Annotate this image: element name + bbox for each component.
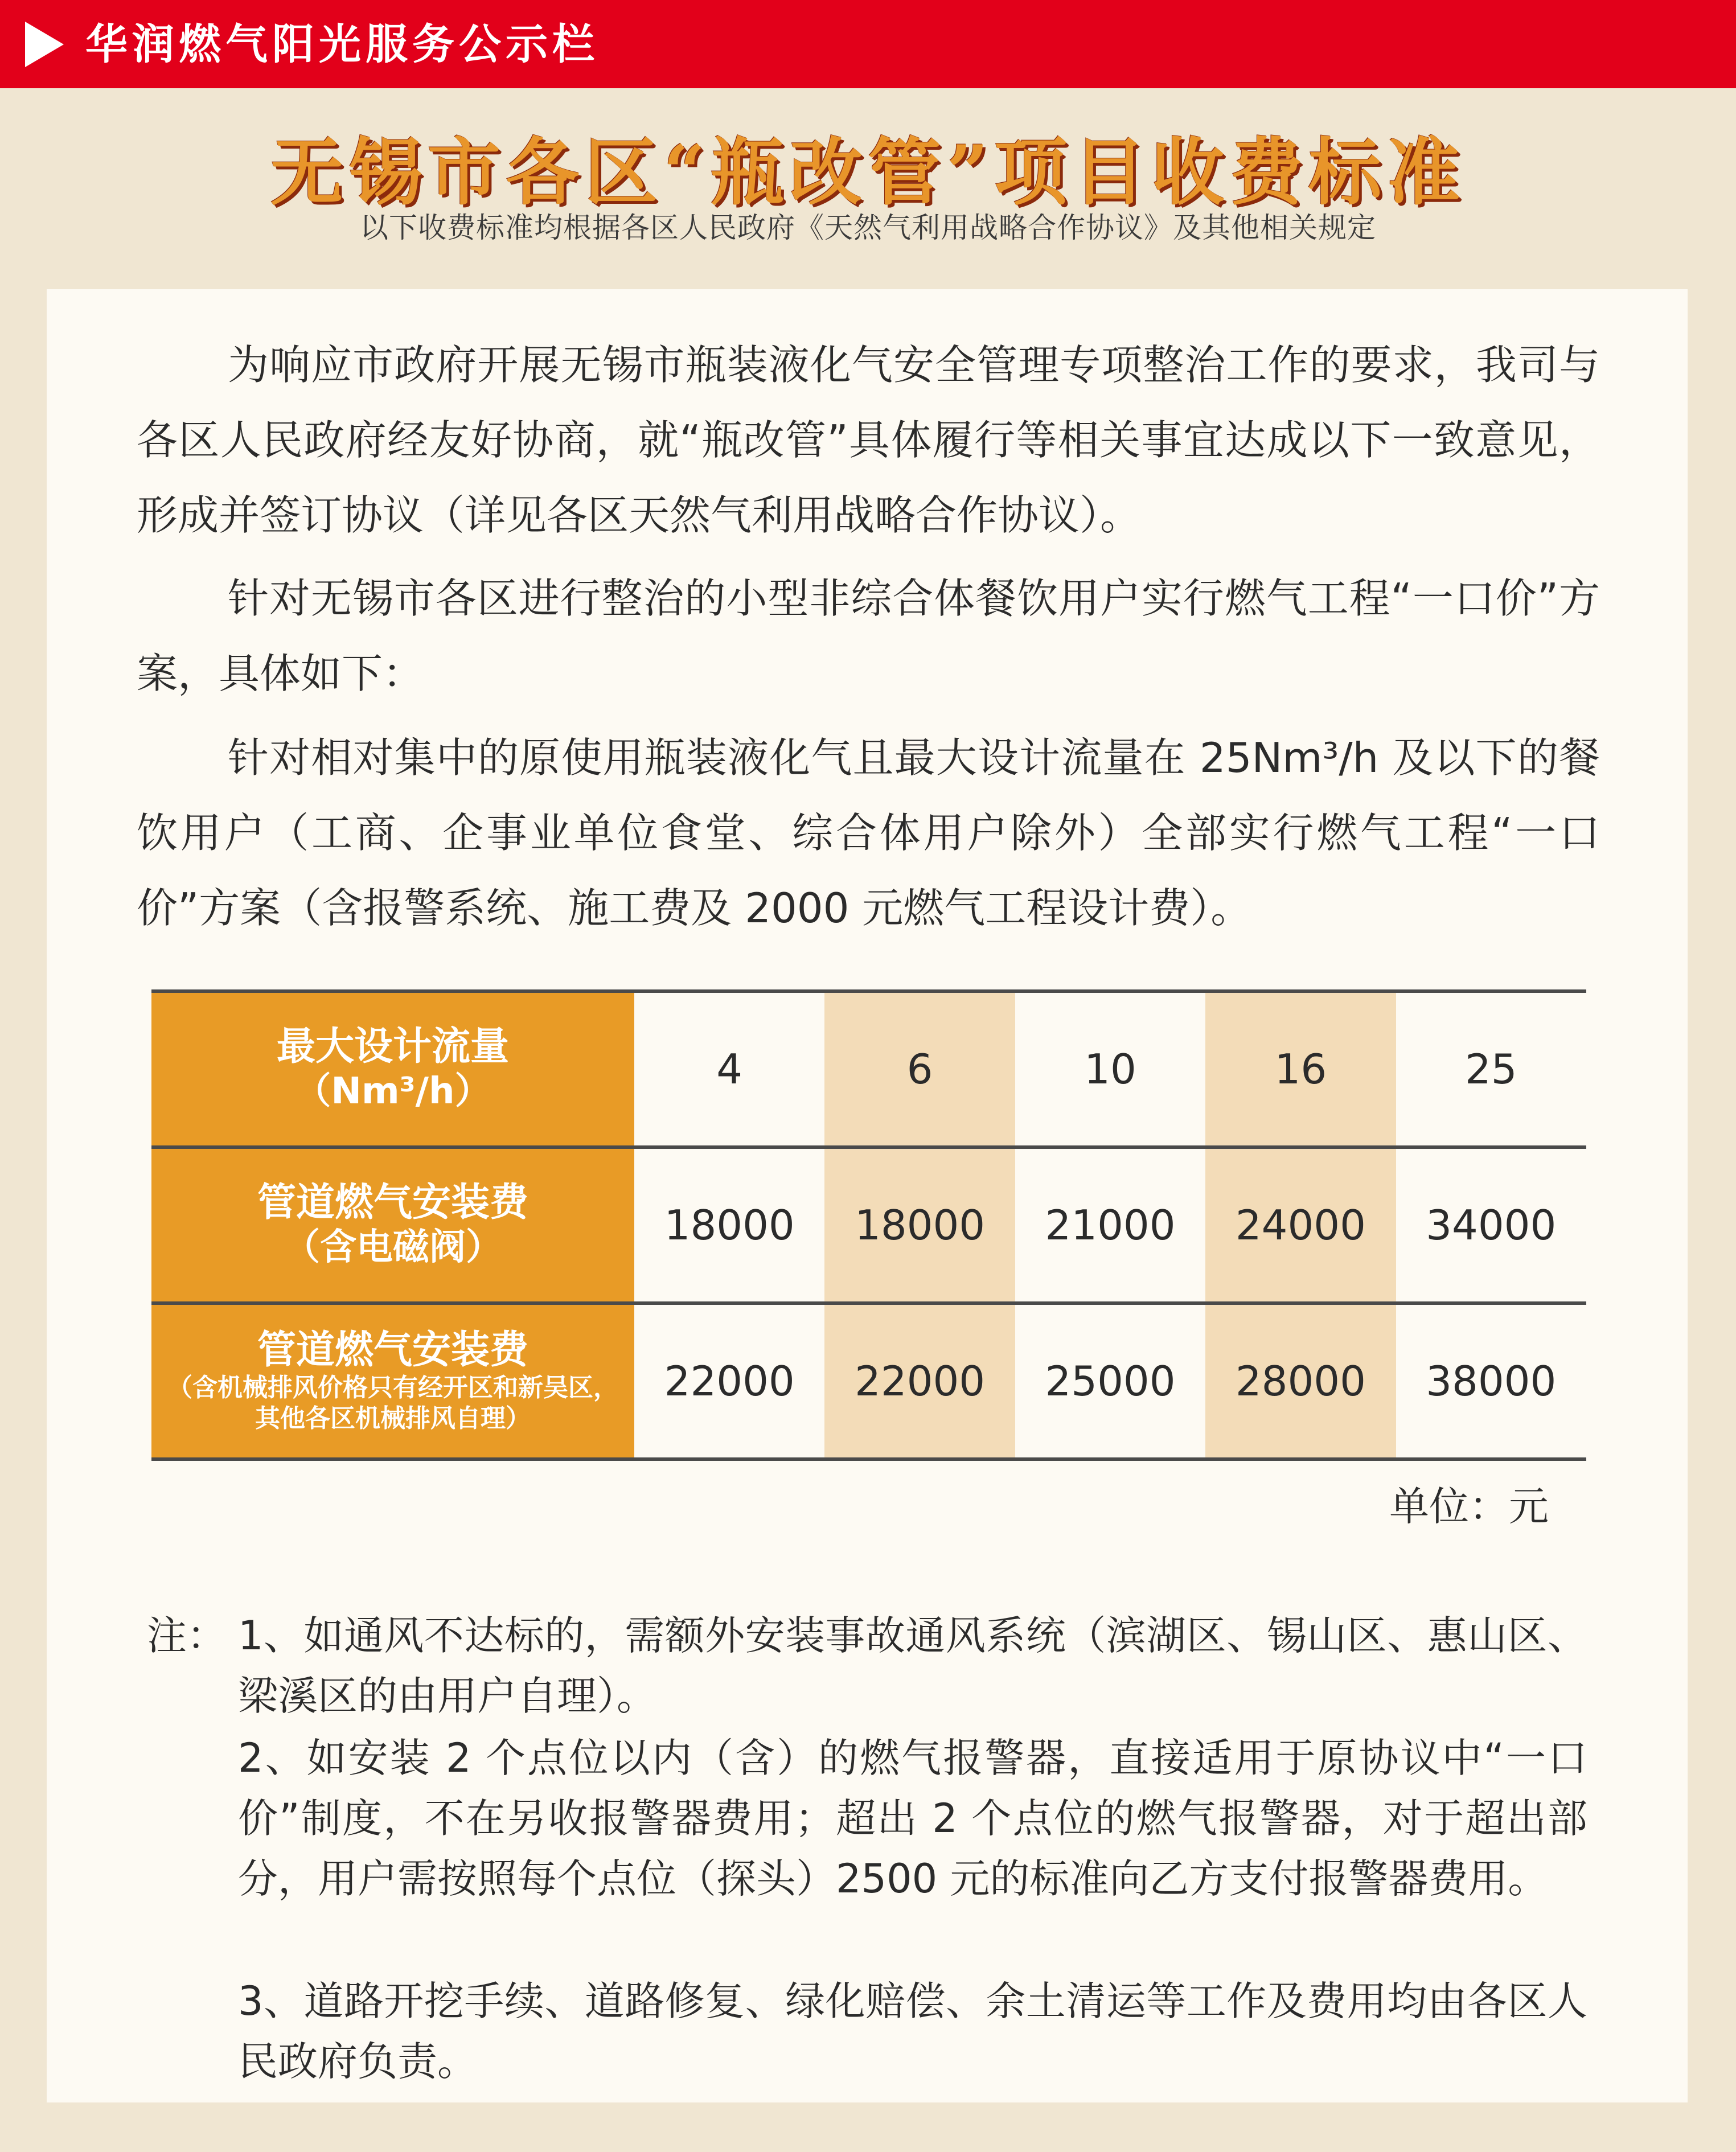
fee-cell: 28000 xyxy=(1205,1303,1396,1459)
fee-cell: 34000 xyxy=(1396,1147,1586,1303)
row-label-install-fee-ventilation xyxy=(151,1303,634,1459)
row-label-line: 管道燃气安装费 xyxy=(257,1328,528,1373)
fee-table xyxy=(151,989,1586,1461)
fee-cell: 18000 xyxy=(824,1147,1015,1303)
note-item: 2、如安装 2 个点位以内（含）的燃气报警器，直接适用于原协议中“一口价”制度，不在另收报警器费用；超出 2 个点位的燃气报警器，对于超出部分，用户需按照每个点位（探头）2500 元的标准向乙方支付报警器费用。 xyxy=(238,1735,1587,1902)
flow-cell: 6 xyxy=(824,991,1015,1147)
intro-paragraph: 为响应市政府开展无锡市瓶装液化气安全管理专项整治工作的要求，我司与各区人民政府经友好协商，就“瓶改管”具体履行等相关事宜达成以下一致意见，形成并签订协议（详见各区天然气利用战略合作协议）。 xyxy=(137,341,1600,539)
fee-cell: 24000 xyxy=(1205,1147,1396,1303)
header-title: 华润燃气阳光服务公示栏 xyxy=(85,20,599,69)
table-row xyxy=(151,991,1586,1147)
fee-cell: 22000 xyxy=(634,1303,824,1459)
play-triangle-icon xyxy=(25,22,64,67)
row-label-line: 最大设计流量 xyxy=(276,1024,509,1069)
page-title: 无锡市各区“瓶改管”项目收费标准 xyxy=(270,130,1466,215)
fee-cell: 22000 xyxy=(824,1303,1015,1459)
header-bar xyxy=(0,0,1736,88)
fee-cell: 21000 xyxy=(1015,1147,1205,1303)
row-label-line: 管道燃气安装费 xyxy=(257,1180,528,1225)
row-label-line: （Nm³/h） xyxy=(294,1070,491,1112)
unit-label: 单位：元 xyxy=(1389,1483,1549,1530)
row-label-line: （含机械排风价格只有经开区和新吴区， xyxy=(167,1373,618,1402)
row-label-line: 其他各区机械排风自理） xyxy=(255,1404,531,1433)
fee-cell: 18000 xyxy=(634,1147,824,1303)
scope-paragraph: 针对相对集中的原使用瓶装液化气且最大设计流量在 25Nm³/h 及以下的餐饮用户（工商、企事业单位食堂、综合体用户除外）全部实行燃气工程“一口价”方案（含报警系统、施工费及 2000 元燃气工程设计费）。 xyxy=(137,734,1600,932)
row-label-line: （含电磁阀） xyxy=(284,1226,502,1268)
flow-cell: 16 xyxy=(1205,991,1396,1147)
note-item: 1、如通风不达标的，需额外安装事故通风系统（滨湖区、锡山区、惠山区、梁溪区的由用户自理）。 xyxy=(238,1612,1587,1719)
row-label-flow xyxy=(151,991,634,1147)
fee-cell: 38000 xyxy=(1396,1303,1586,1459)
note-item: 3、道路开挖手续、道路修复、绿化赔偿、余土清运等工作及费用均由各区人民政府负责。 xyxy=(238,1978,1587,2085)
row-label-install-fee xyxy=(151,1147,634,1303)
page-subtitle: 以下收费标准均根据各区人民政府《天然气利用战略合作协议》及其他相关规定 xyxy=(360,211,1376,244)
scheme-paragraph: 针对无锡市各区进行整治的小型非综合体餐饮用户实行燃气工程“一口价”方案，具体如下： xyxy=(137,574,1600,697)
table-row xyxy=(151,1147,1586,1303)
table-row xyxy=(151,1303,1586,1459)
fee-cell: 25000 xyxy=(1015,1303,1205,1459)
flow-cell: 25 xyxy=(1396,991,1586,1147)
notes-prefix: 注： xyxy=(147,1612,227,1659)
flow-cell: 10 xyxy=(1015,991,1205,1147)
flow-cell: 4 xyxy=(634,991,824,1147)
